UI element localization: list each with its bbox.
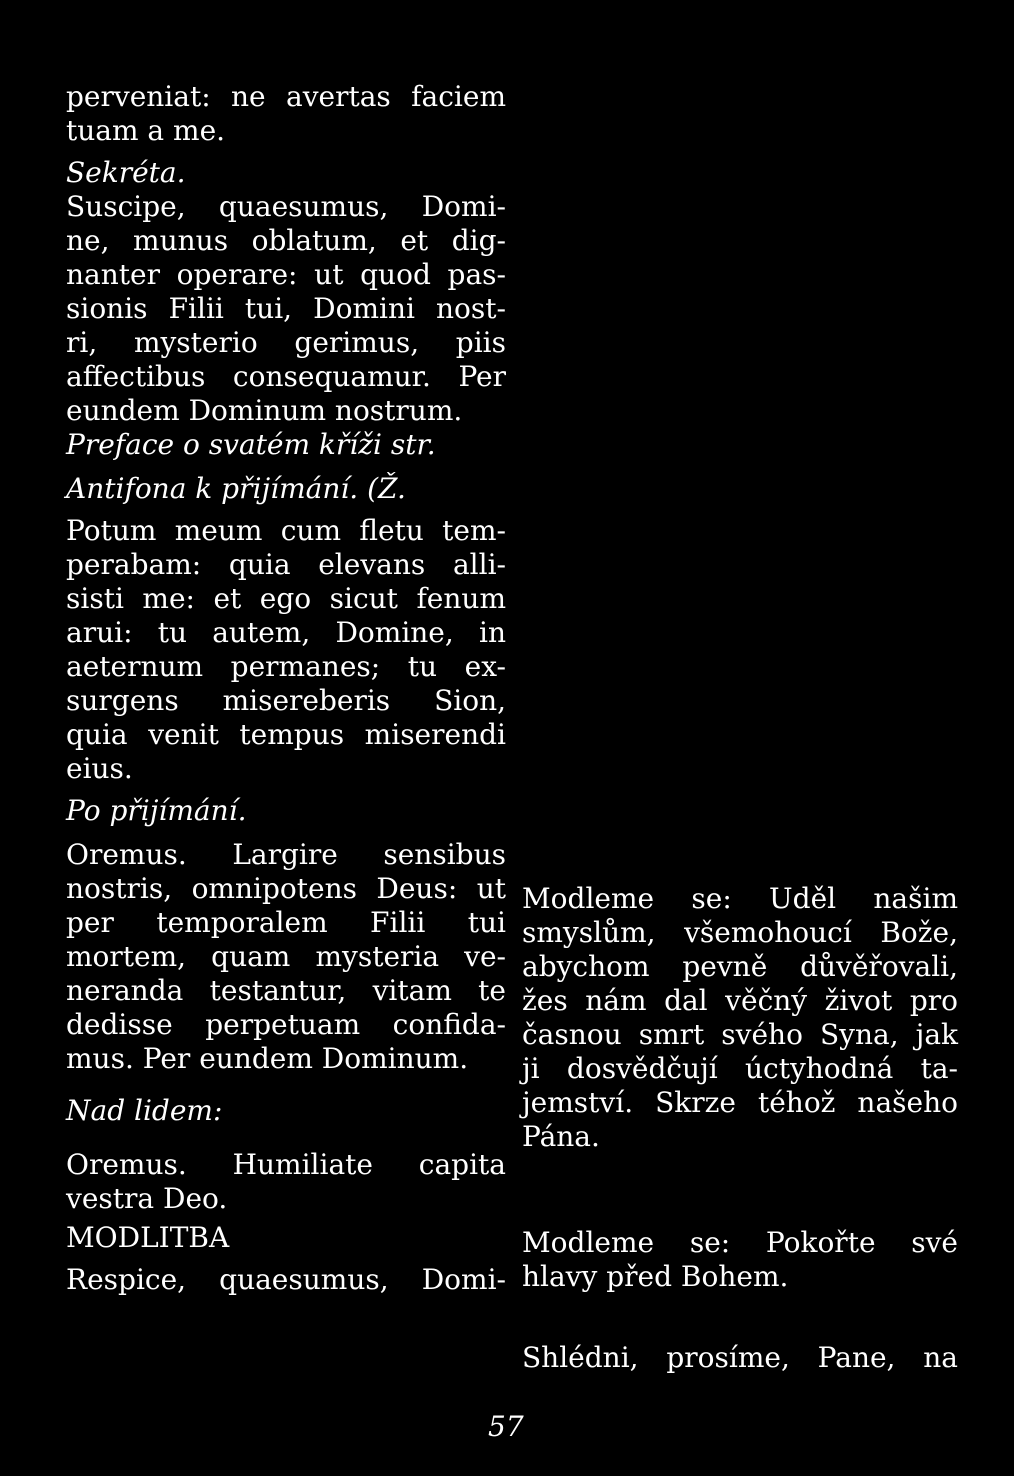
sekreta-line-7: eundem Dominum nostrum. <box>66 394 463 427</box>
antifona-line-6: surgens misereberis Sion, <box>66 684 506 717</box>
modlitba-czech-line-1: Shlédni, prosíme, Pane, na <box>522 1341 958 1374</box>
antifona-heading: Antifona k přijímání. (Ž. <box>66 472 406 505</box>
sekreta-heading: Sekréta. <box>66 156 186 189</box>
latin-column <box>66 80 506 1297</box>
po-latin-line-1: Oremus. Largire sensibus <box>66 838 506 871</box>
po-latin-line-7: mus. Per eundem Dominum. <box>66 1042 469 1075</box>
antifona-line-5: aeternum permanes; tu ex- <box>66 650 506 683</box>
antifona-line-3: sisti me: et ego sicut fenum <box>66 582 506 615</box>
antifona-line-4: arui: tu autem, Domine, in <box>66 616 506 649</box>
po-czech-line-2: smyslům, všemohoucí Bože, <box>522 916 958 949</box>
latin-intro-line-1: perveniat: ne avertas faciem <box>66 80 506 113</box>
po-czech-line-4: žes nám dal věčný život pro <box>522 984 958 1017</box>
czech-column <box>522 80 958 1375</box>
sekreta-line-6: affectibus consequamur. Per <box>66 360 506 393</box>
po-czech-line-7: jemství. Skrze téhož našeho <box>522 1086 958 1119</box>
modlitba-heading: MODLITBA <box>66 1221 230 1254</box>
antifona-line-1: Potum meum cum fletu tem- <box>66 514 506 547</box>
po-czech-line-6: ji dosvědčují úctyhodná ta- <box>522 1052 958 1085</box>
po-latin-line-2: nostris, omnipotens Deus: ut <box>66 872 506 905</box>
po-czech-line-5: časnou smrt svého Syna, jak <box>522 1018 958 1051</box>
sekreta-line-5: ri, mysterio gerimus, piis <box>66 326 506 359</box>
sekreta-line-1: Suscipe, quaesumus, Domi- <box>66 190 506 223</box>
preface-reference: Preface o svatém kříži str. <box>66 428 436 461</box>
po-czech-line-8: Pána. <box>522 1120 600 1153</box>
po-latin-line-4: mortem, quam mysteria ve- <box>66 940 506 973</box>
po-czech-line-1: Modleme se: Uděl našim <box>522 882 958 915</box>
antifona-line-2: perabam: quia elevans alli- <box>66 548 506 581</box>
po-latin-line-6: dedisse perpetuam confida- <box>66 1008 506 1041</box>
po-prijimani-heading: Po přijímání. <box>66 794 247 827</box>
nad-czech-line-1: Modleme se: Pokořte své <box>522 1226 958 1259</box>
sekreta-line-3: nanter operare: ut quod pas- <box>66 258 506 291</box>
antifona-line-8: eius. <box>66 752 133 785</box>
modlitba-latin-line-1: Respice, quaesumus, Domi- <box>66 1263 506 1296</box>
po-latin-line-3: per temporalem Filii tui <box>66 906 506 939</box>
nad-czech-line-2: hlavy před Bohem. <box>522 1260 789 1293</box>
nad-latin-line-1: Oremus. Humiliate capita <box>66 1148 506 1181</box>
nad-lidem-heading: Nad lidem: <box>66 1094 223 1127</box>
sekreta-line-2: ne, munus oblatum, et dig- <box>66 224 506 257</box>
latin-intro-line-2: tuam a me. <box>66 114 226 147</box>
po-czech-line-3: abychom pevně důvěřovali, <box>522 950 958 983</box>
nad-latin-line-2: vestra Deo. <box>66 1182 228 1215</box>
po-latin-line-5: neranda testantur, vitam te <box>66 974 506 1007</box>
sekreta-line-4: sionis Filii tui, Domini nost- <box>66 292 506 325</box>
antifona-line-7: quia venit tempus miserendi <box>66 718 506 751</box>
page-number: 57 <box>488 1410 524 1443</box>
